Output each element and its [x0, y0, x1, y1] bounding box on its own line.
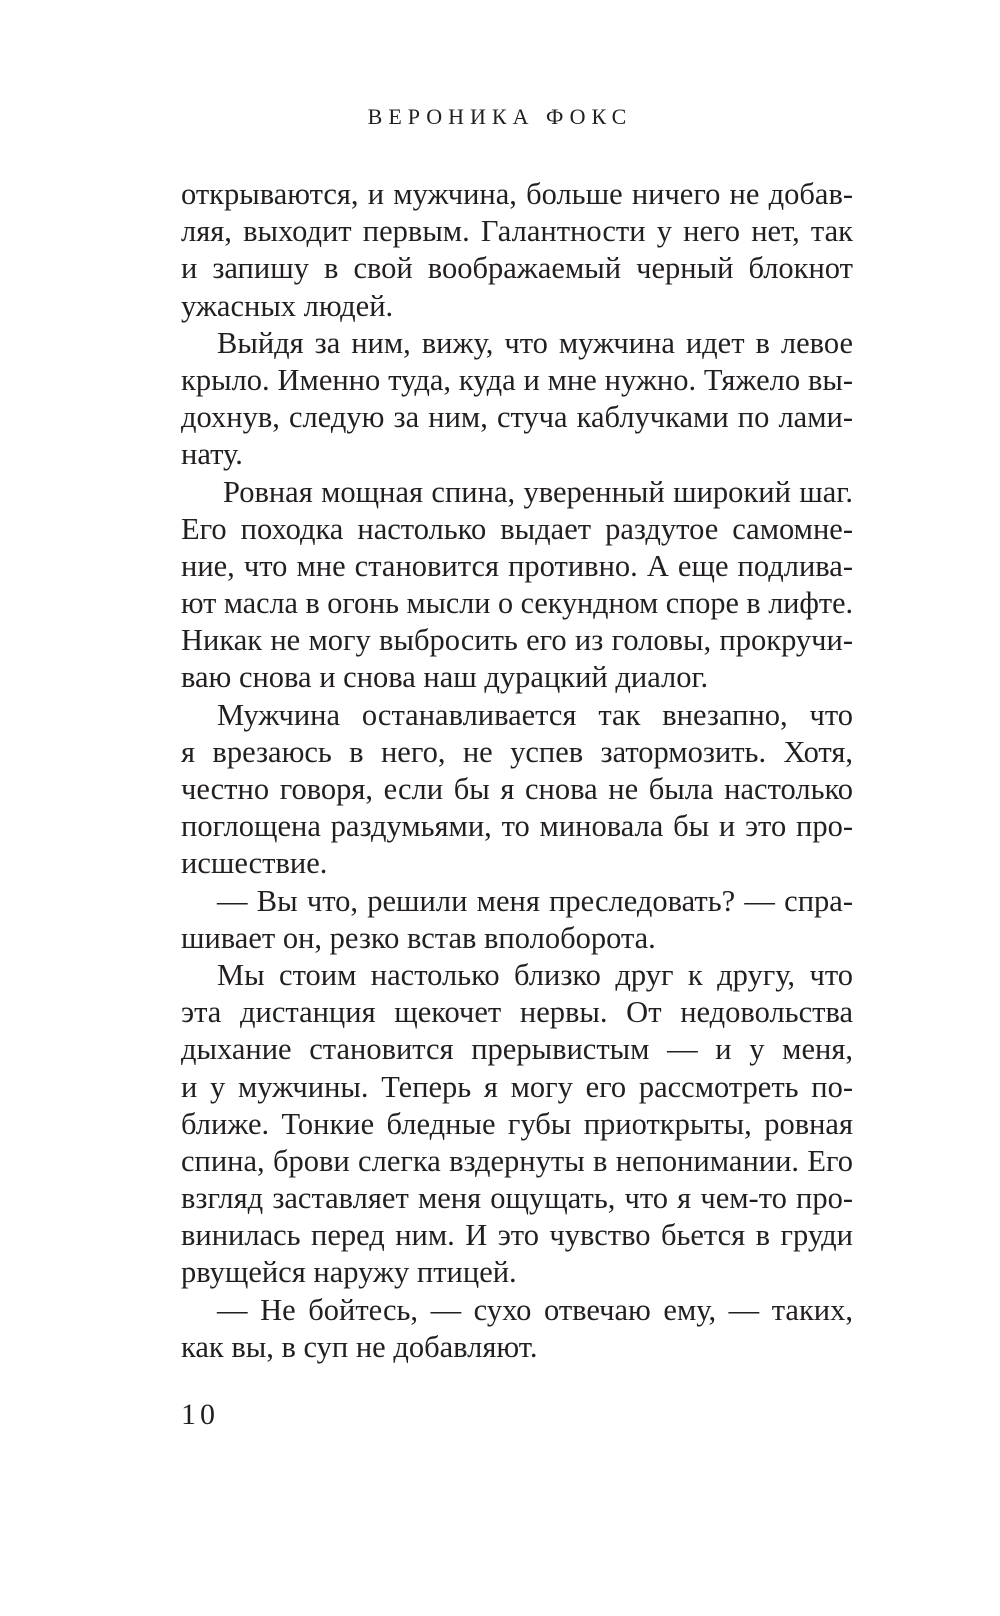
- text-line: — Не бойтесь, — сухо отвечаю ему, — таких,: [217, 1292, 853, 1327]
- text-line: винилась перед ним. И это чувство бьется в груди: [181, 1218, 853, 1253]
- text-line: эта дистанция щекочет нервы. От недовольства: [181, 995, 853, 1030]
- paragraph: [181, 325, 853, 474]
- paragraph: [181, 176, 853, 325]
- text-line: дохнув, следую за ним, стуча каблучками по лами-: [181, 400, 853, 435]
- text-line: открываются, и мужчина, больше ничего не добав-: [181, 177, 853, 211]
- text-line: шивает он, резко встав вполоборота.: [181, 920, 656, 955]
- text-line: ваю снова и снова наш дурацкий диалог.: [181, 660, 709, 695]
- text-line: ближе. Тонкие бледные губы приоткрыты, ровная: [181, 1106, 853, 1141]
- text-line: крыло. Именно туда, куда и мне нужно. Тяжело вы-: [181, 362, 853, 397]
- text-line: ужасных людей.: [181, 288, 394, 323]
- text-line: честно говоря, если бы я снова не была настолько: [181, 772, 853, 806]
- text-line: спина, брови слегка вздернуты в непонимании. Его: [181, 1143, 853, 1178]
- text-line: дыхание становится прерывистым — и у меня,: [181, 1032, 853, 1067]
- text-line: Мы стоим настолько близко друг к другу, что: [217, 957, 853, 992]
- text-line: Никак не могу выбросить его из головы, прокручи-: [181, 623, 853, 658]
- text-line: Ровная мощная спина, уверенный широкий шаг.: [223, 474, 853, 509]
- page-number: 10: [181, 1398, 219, 1431]
- paragraph: [181, 474, 853, 697]
- paragraph: [181, 1292, 853, 1366]
- text-line: ние, что мне становится противно. А еще подлива-: [181, 548, 853, 583]
- paragraph: [181, 883, 853, 957]
- text-line: ют масла в огонь мысли о секундном споре в лифте.: [181, 586, 853, 621]
- text-line: я врезаюсь в него, не успев затормозить. Хотя,: [181, 734, 853, 769]
- text-line: — Вы что, решили меня преследовать? — спра-: [217, 883, 853, 918]
- text-line: и у мужчины. Теперь я могу его рассмотреть по-: [181, 1069, 853, 1104]
- text-line: взгляд заставляет меня ощущать, что я чем-то про-: [181, 1181, 853, 1216]
- text-line: ляя, выходит первым. Галантности у него нет, так: [181, 214, 853, 249]
- paragraph: [181, 957, 853, 1292]
- text-line: исшествие.: [181, 846, 328, 881]
- text-line: нату.: [181, 437, 243, 472]
- text-line: Его походка настолько выдает раздутое самомне-: [181, 511, 853, 546]
- text-line: как вы, в суп не добавляют.: [181, 1329, 538, 1364]
- text-line: Мужчина останавливается так внезапно, что: [217, 697, 853, 732]
- text-line: и запишу в свой воображаемый черный блокнот: [181, 251, 853, 286]
- text-line: поглощена раздумьями, то миновала бы и это про-: [181, 809, 853, 844]
- body-text: [181, 176, 853, 1366]
- text-line: Выйдя за ним, вижу, что мужчина идет в левое: [217, 325, 853, 360]
- paragraph: [181, 697, 853, 883]
- running-head: ВЕРОНИКА ФОКС: [367, 104, 633, 129]
- text-line: рвущейся наружу птицей.: [181, 1255, 517, 1290]
